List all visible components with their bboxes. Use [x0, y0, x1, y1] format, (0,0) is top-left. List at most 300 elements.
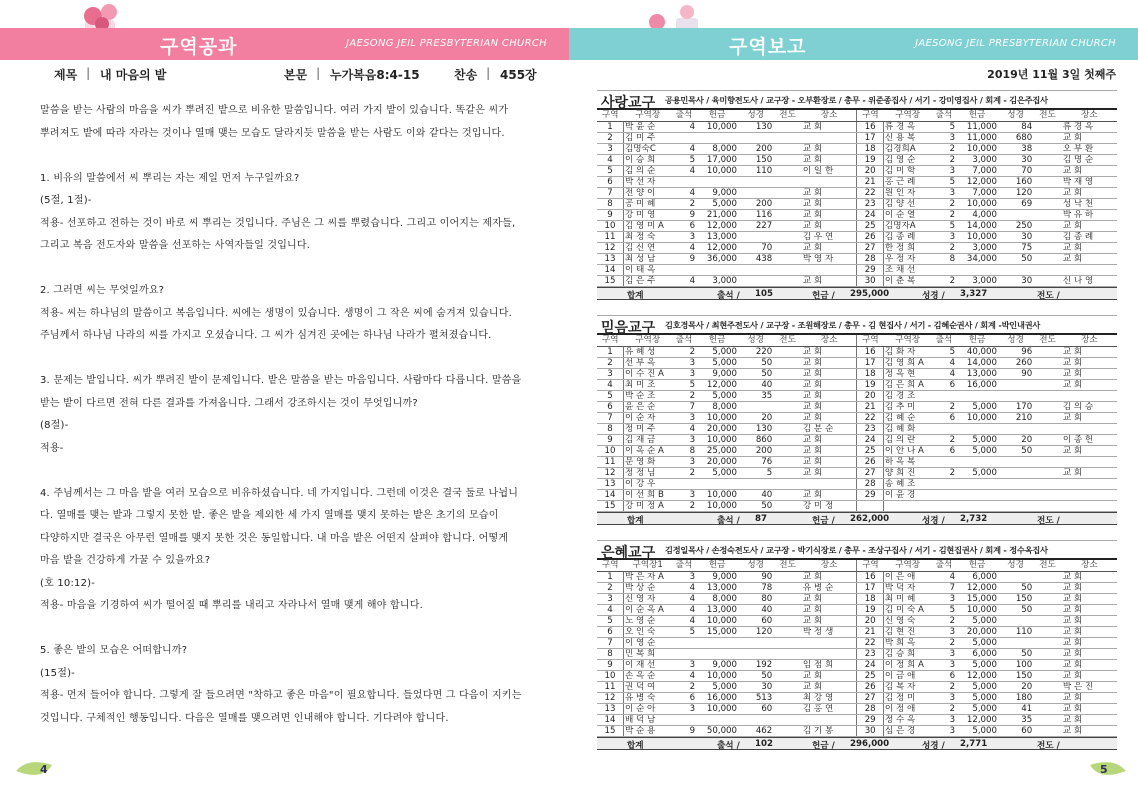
table-cell: 교 회	[1062, 368, 1117, 379]
table-cell: 이 옥 순 A	[623, 445, 671, 456]
table-cell: 10,000	[696, 434, 738, 445]
table-cell: 정 옥 현	[883, 368, 931, 379]
table-cell	[773, 176, 802, 187]
table-cell	[956, 456, 998, 467]
table-cell: 우 정 자	[883, 253, 931, 264]
table-cell: 김 신 연	[623, 242, 671, 253]
table-cell: 류 경 옥	[1062, 121, 1117, 132]
table-cell: 5,000	[696, 346, 738, 357]
table-cell	[672, 637, 696, 648]
table-cell: 교 회	[802, 593, 857, 604]
district-header	[597, 540, 1117, 560]
table-cell	[1033, 615, 1062, 626]
table-cell: 교 회	[1062, 467, 1117, 478]
table-cell	[1033, 703, 1062, 714]
table-cell: 20,000	[956, 626, 998, 637]
column-header: 구역	[857, 335, 883, 346]
table-cell: 전 양 이	[623, 187, 671, 198]
table-cell: 25	[857, 220, 883, 231]
table-cell: 박 순 용	[623, 725, 671, 736]
table-cell: 5	[932, 121, 956, 132]
table-cell: 11	[597, 456, 623, 467]
table-cell	[1033, 176, 1062, 187]
table-cell: 6,000	[956, 648, 998, 659]
table-row	[597, 154, 1117, 165]
table-cell	[738, 132, 773, 143]
table-cell: 120	[738, 626, 773, 637]
table-cell: 김 은 희 A	[883, 379, 931, 390]
table-cell	[773, 626, 802, 637]
lesson-line: 것입니다. 구체적인 행동입니다. 다음은 열매를 맺으려면 인내해야 합니다. 기다려야 합니다.	[40, 712, 449, 724]
table-cell: 3,000	[696, 275, 738, 286]
table-row	[597, 467, 1117, 478]
table-cell: 교 회	[1062, 703, 1117, 714]
column-header: 구역장1	[623, 560, 671, 571]
table-cell	[1033, 670, 1062, 681]
offering-total: 295,000	[850, 288, 890, 299]
table-cell: 40	[738, 604, 773, 615]
column-header: 구역장	[883, 335, 931, 346]
blank-line	[40, 618, 545, 641]
table-cell: 40	[738, 379, 773, 390]
table-cell: 35	[998, 714, 1033, 725]
table-cell: 13,000	[696, 582, 738, 593]
table-cell	[1033, 478, 1062, 489]
table-cell: 19	[857, 379, 883, 390]
table-cell: 민 복 희	[623, 648, 671, 659]
table-cell: 공 미 혜	[623, 198, 671, 209]
table-cell: 5,000	[956, 615, 998, 626]
district-name: 은혜교구	[601, 545, 656, 561]
table-cell: 이 정 애	[883, 703, 931, 714]
table-cell: 24	[857, 209, 883, 220]
table-cell: 34,000	[956, 253, 998, 264]
column-header: 헌금	[956, 335, 998, 346]
table-cell	[1033, 423, 1062, 434]
table-cell	[773, 390, 802, 401]
column-header: 장소	[802, 560, 857, 571]
table-cell: 김 영 순	[883, 154, 931, 165]
table-cell	[802, 132, 857, 143]
table-cell: 50,000	[696, 725, 738, 736]
table-cell: 5	[932, 220, 956, 231]
table-cell: 20	[857, 615, 883, 626]
table-cell: 18	[857, 593, 883, 604]
table-cell	[1033, 500, 1062, 511]
table-cell: 이 순 자	[623, 412, 671, 423]
table-cell	[998, 615, 1033, 626]
table-cell: 4	[932, 357, 956, 368]
table-cell: 5,000	[956, 401, 998, 412]
table-cell	[1033, 445, 1062, 456]
table-cell: 교 회	[802, 154, 857, 165]
table-cell	[738, 187, 773, 198]
table-cell: 6,000	[956, 571, 998, 582]
table-cell	[1033, 456, 1062, 467]
table-cell: 5,000	[696, 390, 738, 401]
table-cell: 75	[998, 242, 1033, 253]
column-header: 장소	[1062, 335, 1117, 346]
table-cell	[1033, 231, 1062, 242]
table-cell	[802, 478, 857, 489]
lesson-line: 적용- 마음을 기경하여 씨가 떨어질 때 뿌리를 내리고 자라나서 열매 맺게 해야 합니다.	[40, 600, 423, 611]
column-header: 장소	[802, 335, 857, 346]
table-cell	[696, 132, 738, 143]
table-cell: 4	[932, 368, 956, 379]
table-cell: 5	[932, 346, 956, 357]
table-cell: 29	[857, 489, 883, 500]
table-cell: 4	[672, 143, 696, 154]
table-cell: 김 기 봉	[802, 725, 857, 736]
table-cell: 2	[672, 467, 696, 478]
table-cell: 19	[857, 604, 883, 615]
table-cell: 25	[857, 670, 883, 681]
table-cell	[773, 242, 802, 253]
table-cell: 교 회	[802, 489, 857, 500]
table-cell: 24	[857, 434, 883, 445]
table-cell	[773, 121, 802, 132]
table-cell	[672, 176, 696, 187]
table-cell	[998, 571, 1033, 582]
table-cell	[956, 390, 998, 401]
table-cell: 신 영 숙	[883, 615, 931, 626]
table-cell: 3,000	[956, 154, 998, 165]
table-cell: 21	[857, 176, 883, 187]
table-cell: 2	[932, 198, 956, 209]
table-cell	[1033, 379, 1062, 390]
district-table	[597, 110, 1117, 287]
table-cell: 12,000	[956, 714, 998, 725]
table-cell: 13,000	[956, 368, 998, 379]
table-cell: 교 회	[802, 346, 857, 357]
table-cell: 박 선 자	[623, 176, 671, 187]
column-header: 구역장	[623, 110, 671, 121]
table-cell	[1033, 275, 1062, 286]
table-cell	[773, 467, 802, 478]
table-cell: 2	[932, 681, 956, 692]
text-value: 누가복음8:4-15	[330, 68, 420, 82]
table-cell: 박 유 하	[1062, 209, 1117, 220]
table-cell: 교 회	[802, 434, 857, 445]
table-cell: 조 채 선	[883, 264, 931, 275]
table-row	[597, 593, 1117, 604]
table-cell: 10,000	[696, 615, 738, 626]
table-cell	[1033, 412, 1062, 423]
lesson-line: 2. 그러면 씨는 무엇일까요?	[40, 285, 165, 296]
offering-label: 헌금 /	[812, 290, 835, 301]
table-row	[597, 198, 1117, 209]
district-header	[597, 315, 1117, 335]
table-cell	[773, 571, 802, 582]
table-row	[597, 209, 1117, 220]
table-row	[597, 571, 1117, 582]
lesson-line: 받는 밭이 다르면 전혀 다른 결과를 가져옵니다. 그래서 강조하시는 것이 무엇입니까?	[40, 397, 418, 409]
column-header: 출석	[932, 560, 956, 571]
table-cell: 5	[932, 176, 956, 187]
table-cell	[1062, 264, 1117, 275]
table-cell: 680	[998, 132, 1033, 143]
table-cell: 21,000	[696, 209, 738, 220]
table-cell	[773, 154, 802, 165]
table-cell: 5,000	[956, 445, 998, 456]
column-header: 성경	[738, 110, 773, 121]
lesson-line: 주님께서 하나님 나라의 씨를 가지고 오셨습니다. 그 씨가 심겨진 곳에는 하나님 나라가 펼쳐졌습니다.	[40, 330, 492, 341]
table-cell: 5	[597, 390, 623, 401]
table-row	[597, 379, 1117, 390]
table-row	[597, 626, 1117, 637]
table-cell: 홍 근 례	[883, 176, 931, 187]
table-cell: 성 낙 천	[1062, 198, 1117, 209]
blank-line	[40, 460, 545, 483]
column-header: 출석	[932, 110, 956, 121]
table-cell: 교 회	[802, 220, 857, 231]
table-cell: 2	[672, 390, 696, 401]
table-cell	[1062, 478, 1117, 489]
table-row	[597, 615, 1117, 626]
table-cell	[1033, 390, 1062, 401]
table-row	[597, 368, 1117, 379]
totals-row	[597, 512, 1117, 525]
table-cell: 7	[672, 401, 696, 412]
table-cell: 5,000	[956, 703, 998, 714]
table-cell: 박 은 자 A	[623, 571, 671, 582]
table-cell: 17	[857, 357, 883, 368]
table-cell: 김 미 주	[623, 132, 671, 143]
table-cell: 8	[597, 423, 623, 434]
table-cell: 유 병 순	[802, 582, 857, 593]
bible-label: 성경 /	[922, 740, 945, 751]
table-cell: 2	[932, 275, 956, 286]
table-cell: 교 회	[1062, 582, 1117, 593]
table-cell: 16	[857, 571, 883, 582]
table-cell: 12,000	[696, 379, 738, 390]
table-cell: 심 은 경	[883, 725, 931, 736]
table-cell	[1033, 434, 1062, 445]
table-cell: 최 미 혜	[883, 593, 931, 604]
table-row	[597, 582, 1117, 593]
table-header-row	[597, 110, 1117, 121]
offering-total: 262,000	[850, 513, 890, 524]
table-cell: 김 추 미	[883, 401, 931, 412]
table-cell: 260	[998, 357, 1033, 368]
table-cell	[672, 478, 696, 489]
table-cell: 7	[597, 412, 623, 423]
table-cell: 220	[738, 346, 773, 357]
table-cell: 5,000	[696, 681, 738, 692]
table-row	[597, 121, 1117, 132]
table-cell: 유 혜 성	[623, 346, 671, 357]
table-cell: 30	[998, 231, 1033, 242]
table-cell	[1033, 357, 1062, 368]
table-cell: 210	[998, 412, 1033, 423]
lesson-line: 뿌려져도 밭에 따라 자라는 것이나 열매 맺는 모습도 달라지듯 말씀을 받는 사람도 이와 같다는 것입니다.	[40, 127, 505, 139]
district-staff: 공용민목사 / 육미향전도사 / 교구장 - 오부환장로 / 총무 - 위준종집사 / 서기 - 강미영집사 / 회계 - 김은주집사	[665, 95, 1048, 105]
table-cell: 7,000	[956, 187, 998, 198]
table-cell: 이 순 아	[623, 703, 671, 714]
column-header: 구역장	[623, 335, 671, 346]
table-cell: 41	[998, 703, 1033, 714]
table-cell: 6	[597, 401, 623, 412]
table-cell: 6	[672, 692, 696, 703]
table-cell	[773, 489, 802, 500]
table-cell	[773, 434, 802, 445]
table-cell: 교 회	[1062, 725, 1117, 736]
table-cell: 50	[998, 445, 1033, 456]
table-cell	[773, 187, 802, 198]
table-cell: 이 태 옥	[623, 264, 671, 275]
table-cell: 정 수 옥	[883, 714, 931, 725]
table-row	[597, 143, 1117, 154]
church-name-en: JAESONG JEIL PRESBYTERIAN CHURCH	[915, 38, 1116, 49]
table-cell: 23	[857, 423, 883, 434]
table-cell: 14,000	[956, 357, 998, 368]
table-cell	[672, 714, 696, 725]
table-cell: 96	[998, 346, 1033, 357]
table-cell	[773, 714, 802, 725]
table-cell: 김 우 연	[802, 231, 857, 242]
table-cell: 29	[857, 714, 883, 725]
table-cell: 3	[597, 143, 623, 154]
table-cell: 50	[998, 648, 1033, 659]
table-row	[597, 242, 1117, 253]
table-cell	[738, 637, 773, 648]
table-cell	[773, 593, 802, 604]
table-cell: 3	[932, 725, 956, 736]
bible-total: 2,732	[960, 513, 988, 524]
table-cell: 교 회	[802, 187, 857, 198]
column-header: 헌금	[956, 560, 998, 571]
table-cell: 15,000	[956, 593, 998, 604]
table-cell: 25	[857, 445, 883, 456]
table-cell: 12	[597, 467, 623, 478]
table-cell: 16,000	[696, 692, 738, 703]
lesson-line: 말씀을 받는 사람의 마음을 씨가 뿌려진 밭으로 비유한 말씀입니다. 여러 가지 밭이 있습니다. 똑같은 씨가	[40, 105, 509, 116]
column-header: 장소	[1062, 110, 1117, 121]
table-cell	[1062, 423, 1117, 434]
table-row	[597, 670, 1117, 681]
lesson-line: 적용- 선포하고 전하는 것이 바로 씨 뿌리는 것입니다. 주님은 그 씨를 뿌렸습니다. 그리고 이어지는 제자들,	[40, 217, 516, 229]
table-cell: 송 혜 조	[883, 478, 931, 489]
lesson-line: 다. 열매를 맺는 밭과 그렇지 못한 밭. 좋은 밭을 제외한 세 가지 열매를 맺지 못하는 밭은 초기의 모습이	[40, 510, 499, 521]
table-cell: 4	[672, 121, 696, 132]
church-name-en: JAESONG JEIL PRESBYTERIAN CHURCH	[346, 38, 547, 49]
table-cell	[998, 456, 1033, 467]
lesson-line: 다양하지만 결국은 아무런 열매를 맺지 못한 것은 동일합니다. 내 마음 밭은 어떤지 살펴야 합니다. 어떻게	[40, 532, 509, 544]
table-cell: 5,000	[956, 637, 998, 648]
table-cell	[998, 379, 1033, 390]
table-cell: 12,000	[956, 670, 998, 681]
table-row	[597, 489, 1117, 500]
table-cell: 120	[998, 187, 1033, 198]
table-cell: 1	[597, 346, 623, 357]
table-cell: 김 화 자	[883, 346, 931, 357]
table-cell: 26	[857, 681, 883, 692]
table-cell: 5	[597, 165, 623, 176]
table-cell: 5,000	[696, 467, 738, 478]
table-cell	[998, 478, 1033, 489]
table-cell	[773, 659, 802, 670]
table-row	[597, 478, 1117, 489]
table-cell	[773, 165, 802, 176]
table-cell	[738, 275, 773, 286]
table-cell: 40,000	[956, 346, 998, 357]
table-cell	[1033, 714, 1062, 725]
table-cell: 10,000	[956, 231, 998, 242]
table-cell	[773, 209, 802, 220]
table-cell	[738, 401, 773, 412]
table-cell: 8,000	[696, 143, 738, 154]
lesson-header: 제목 | 내 마음의 밭 본문 | 누가복음8:4-15 찬송 | 455장	[54, 66, 537, 82]
report-date: 2019년 11월 3일 첫째주	[987, 68, 1116, 81]
table-cell: 김 종 례	[1062, 231, 1117, 242]
table-cell: 권 덕 여	[623, 681, 671, 692]
table-cell: 12,000	[696, 242, 738, 253]
table-row	[597, 231, 1117, 242]
table-cell: 20,000	[696, 456, 738, 467]
bible-label: 성경 /	[922, 515, 945, 526]
table-cell: 8,000	[696, 593, 738, 604]
column-header: 헌금	[956, 110, 998, 121]
report-page	[569, 0, 1138, 783]
table-cell: 이 순 열	[883, 209, 931, 220]
table-row	[597, 275, 1117, 286]
table-cell	[696, 176, 738, 187]
table-cell: 160	[998, 176, 1033, 187]
table-cell: 교 회	[1062, 346, 1117, 357]
table-cell: 16	[857, 121, 883, 132]
table-cell	[773, 275, 802, 286]
lesson-line: 1. 비유의 말씀에서 씨 뿌리는 자는 제일 먼저 누구일까요?	[40, 172, 300, 184]
table-cell: 김 분 순	[802, 423, 857, 434]
table-cell: 3	[932, 231, 956, 242]
table-cell: 신 나 영	[1062, 275, 1117, 286]
table-cell: 교 회	[802, 357, 857, 368]
table-cell: 교 회	[802, 681, 857, 692]
table-cell	[956, 478, 998, 489]
table-cell: 김 의 란	[883, 434, 931, 445]
table-cell: 30	[998, 154, 1033, 165]
table-cell: 교 회	[1062, 445, 1117, 456]
table-cell: 김경희A	[883, 143, 931, 154]
table-cell: 류 경 옥	[883, 121, 931, 132]
table-cell: 16,000	[956, 379, 998, 390]
table-cell: 임 점 희	[802, 659, 857, 670]
table-row	[597, 412, 1117, 423]
table-cell: 23	[857, 198, 883, 209]
table-cell: 25,000	[696, 445, 738, 456]
table-cell: 2	[672, 500, 696, 511]
table-cell	[1062, 456, 1117, 467]
table-cell: 박 희 옥	[883, 637, 931, 648]
table-cell: 강 미 영	[623, 209, 671, 220]
blank-line	[40, 348, 545, 371]
table-row	[597, 346, 1117, 357]
table-cell: 최 강 영	[802, 692, 857, 703]
table-cell: 4	[597, 604, 623, 615]
table-cell: 2	[672, 681, 696, 692]
lesson-line: (호 10:12)-	[40, 577, 96, 589]
table-cell: 60	[738, 615, 773, 626]
table-cell: 8	[597, 198, 623, 209]
table-cell: 7	[597, 187, 623, 198]
table-cell: 438	[738, 253, 773, 264]
table-row	[597, 648, 1117, 659]
column-header: 성경	[738, 560, 773, 571]
table-cell	[1033, 264, 1062, 275]
banner-title: 구역공과	[160, 36, 238, 58]
blank-line	[40, 145, 545, 168]
table-cell: 이 영 순	[623, 637, 671, 648]
